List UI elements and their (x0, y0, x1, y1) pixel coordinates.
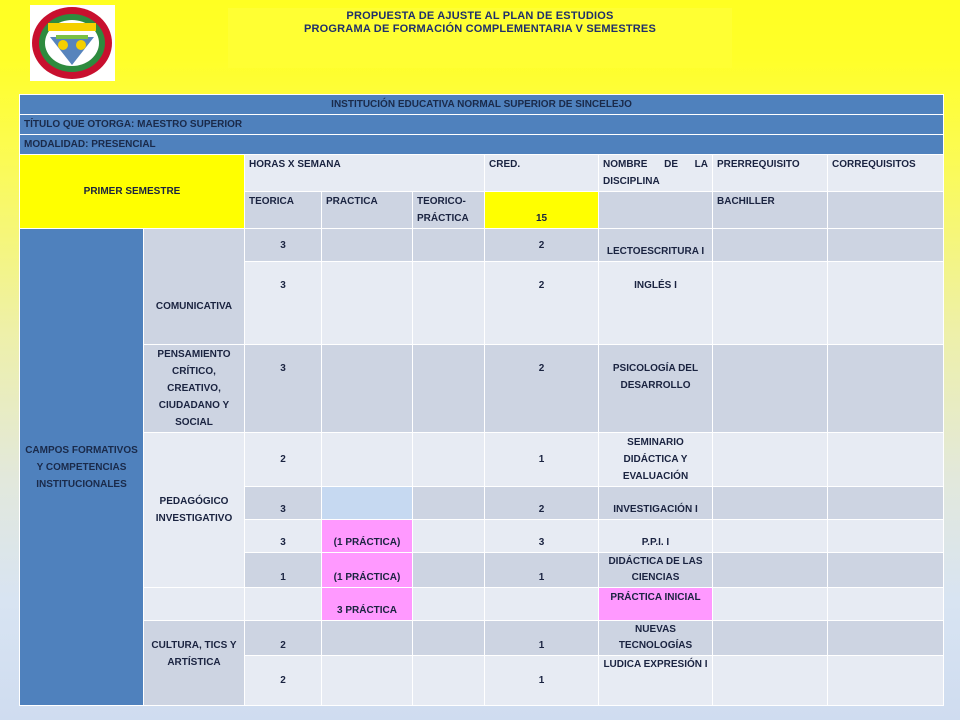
empty-cell (828, 229, 944, 262)
practice-hours (322, 487, 413, 520)
empty-cell (713, 621, 828, 656)
empty-cell (713, 656, 828, 706)
modality-row: MODALIDAD: PRESENCIAL (20, 135, 944, 155)
credits: 1 (485, 621, 599, 656)
area-communicative: COMUNICATIVA (144, 229, 245, 345)
empty-cell (828, 433, 944, 487)
theory-hours: 3 (245, 345, 322, 433)
empty-cell (713, 262, 828, 345)
theory-hours: 3 (245, 520, 322, 553)
empty-cell (413, 656, 485, 706)
theory-hours: 2 (245, 621, 322, 656)
credits: 2 (485, 345, 599, 433)
empty-cell (413, 588, 485, 621)
curriculum-table (19, 94, 944, 706)
empty-cell (413, 621, 485, 656)
practice-hours (322, 433, 413, 487)
practice-hours: 3 PRÁCTICA (322, 588, 413, 621)
school-seal-icon (30, 5, 115, 81)
empty-cell (413, 229, 485, 262)
empty-cell (144, 588, 245, 621)
empty-cell (713, 487, 828, 520)
area-pedagogical: PEDAGÓGICO INVESTIGATIVO (144, 433, 245, 588)
empty-cell (413, 553, 485, 588)
discipline-name: PRÁCTICA INICIAL (599, 588, 713, 621)
empty-cell (828, 520, 944, 553)
school-seal-logo (30, 5, 115, 81)
credits: 2 (485, 487, 599, 520)
theory-hours: 2 (245, 433, 322, 487)
discipline-name: LUDICA EXPRESIÓN I (599, 656, 713, 706)
practice-hours (322, 229, 413, 262)
empty-cell (713, 520, 828, 553)
corequisite-header: CORREQUISITOS (828, 155, 944, 192)
empty-cell (713, 588, 828, 621)
empty-cell (828, 192, 944, 229)
discipline-name: LECTOESCRITURA I (599, 229, 713, 262)
credits: 2 (485, 262, 599, 345)
empty-cell (828, 553, 944, 588)
credits-header: CRED. (485, 155, 599, 192)
semester-label: PRIMER SEMESTRE (20, 155, 245, 229)
discipline-name: NUEVAS TECNOLOGÍAS (599, 621, 713, 656)
empty-cell (599, 192, 713, 229)
theory-hours (245, 588, 322, 621)
empty-cell (713, 229, 828, 262)
page-heading (228, 8, 732, 68)
empty-cell (413, 520, 485, 553)
discipline-name: INVESTIGACIÓN I (599, 487, 713, 520)
credits (485, 588, 599, 621)
theory-hours: 1 (245, 553, 322, 588)
institution-row: INSTITUCIÓN EDUCATIVA NORMAL SUPERIOR DE SINCELEJO (20, 95, 944, 115)
discipline-name: INGLÉS I (599, 262, 713, 345)
empty-cell (828, 621, 944, 656)
prerequisite-value: BACHILLER (713, 192, 828, 229)
practice-hours (322, 656, 413, 706)
practice-subheader: PRACTICA (322, 192, 413, 229)
empty-cell (413, 345, 485, 433)
theory-subheader: TEORICA (245, 192, 322, 229)
practice-hours: (1 PRÁCTICA) (322, 553, 413, 588)
credits: 3 (485, 520, 599, 553)
empty-cell (713, 345, 828, 433)
credits: 2 (485, 229, 599, 262)
discipline-name: SEMINARIO DIDÁCTICA Y EVALUACIÓN (599, 433, 713, 487)
heading-line-1: PROPUESTA DE AJUSTE AL PLAN DE ESTUDIOS (346, 10, 614, 22)
empty-cell (828, 345, 944, 433)
area-culture-tics: CULTURA, TICS Y ARTÍSTICA (144, 621, 245, 706)
competencies-side-label: CAMPOS FORMATIVOS Y COMPETENCIAS INSTITUCIONALES (20, 229, 144, 706)
empty-cell (713, 553, 828, 588)
empty-cell (828, 262, 944, 345)
discipline-name-header: NOMBRE DE LA DISCIPLINA (599, 155, 713, 192)
total-credits: 15 (485, 192, 599, 229)
discipline-name: PSICOLOGÍA DEL DESARROLLO (599, 345, 713, 433)
credits: 1 (485, 553, 599, 588)
empty-cell (413, 433, 485, 487)
theory-hours: 3 (245, 229, 322, 262)
theory-hours: 3 (245, 487, 322, 520)
discipline-name: P.P.I. I (599, 520, 713, 553)
empty-cell (713, 433, 828, 487)
area-critical-thinking: PENSAMIENTO CRÍTICO, CREATIVO, CIUDADANO Y SOCIAL (144, 345, 245, 433)
theory-hours: 3 (245, 262, 322, 345)
credits: 1 (485, 433, 599, 487)
empty-cell (413, 262, 485, 345)
practice-hours (322, 621, 413, 656)
discipline-name: DIDÁCTICA DE LAS CIENCIAS (599, 553, 713, 588)
empty-cell (828, 656, 944, 706)
title-awarded-row: TÍTULO QUE OTORGA: MAESTRO SUPERIOR (20, 115, 944, 135)
prerequisite-header: PRERREQUISITO (713, 155, 828, 192)
theory-hours: 2 (245, 656, 322, 706)
theory-practice-subheader: TEORICO-PRÁCTICA (413, 192, 485, 229)
hours-header: HORAS X SEMANA (245, 155, 485, 192)
empty-cell (828, 588, 944, 621)
empty-cell (413, 487, 485, 520)
empty-cell (828, 487, 944, 520)
practice-hours (322, 345, 413, 433)
practice-hours: (1 PRÁCTICA) (322, 520, 413, 553)
heading-line-2: PROGRAMA DE FORMACIÓN COMPLEMENTARIA V SEMESTRES (303, 23, 657, 35)
practice-hours (322, 262, 413, 345)
credits: 1 (485, 656, 599, 706)
